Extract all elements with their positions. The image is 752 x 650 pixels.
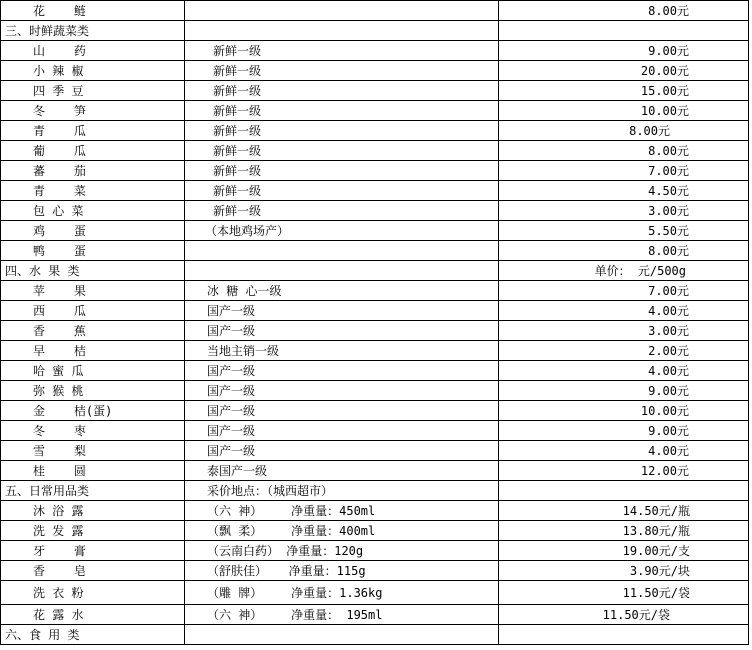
price-cell[interactable]: 7.00元 (499, 281, 749, 301)
table-row (1, 561, 749, 581)
item-name-cell[interactable]: 早 桔 (1, 341, 185, 361)
spec-cell[interactable] (185, 241, 499, 261)
spec-cell[interactable]: 新鲜一级 (185, 141, 499, 161)
table-row (1, 221, 749, 241)
table-row (1, 1, 749, 21)
category-row (1, 481, 749, 501)
table-row (1, 161, 749, 181)
price-cell[interactable]: 11.50元/袋 (499, 605, 749, 625)
price-cell[interactable]: 10.00元 (499, 401, 749, 421)
price-cell[interactable]: 11.50元/袋 (499, 581, 749, 605)
table-row (1, 121, 749, 141)
spec-cell[interactable] (185, 21, 499, 41)
category-name-cell[interactable]: 四、水 果 类 (1, 261, 185, 281)
item-name-cell[interactable]: 蕃 茄 (1, 161, 185, 181)
table-row (1, 281, 749, 301)
spec-cell[interactable]: 泰国产一级 (185, 461, 499, 481)
price-cell[interactable] (499, 481, 749, 501)
item-name-cell[interactable]: 牙 膏 (1, 541, 185, 561)
table-row (1, 461, 749, 481)
price-cell[interactable]: 8.00元 (499, 121, 749, 141)
item-name-cell[interactable]: 香 蕉 (1, 321, 185, 341)
item-name-cell[interactable]: 雪 梨 (1, 441, 185, 461)
price-cell[interactable]: 12.00元 (499, 461, 749, 481)
spec-cell[interactable]: 当地主销一级 (185, 341, 499, 361)
spec-cell[interactable]: 新鲜一级 (185, 61, 499, 81)
price-cell[interactable]: 20.00元 (499, 61, 749, 81)
table-row (1, 41, 749, 61)
price-cell[interactable]: 4.50元 (499, 181, 749, 201)
table-row (1, 421, 749, 441)
price-cell[interactable] (499, 625, 749, 645)
item-name-cell[interactable]: 沐 浴 露 (1, 501, 185, 521)
item-name-cell[interactable]: 金 桔(蛋) (1, 401, 185, 421)
price-cell[interactable]: 8.00元 (499, 141, 749, 161)
spec-cell[interactable]: 国产一级 (185, 401, 499, 421)
price-cell[interactable]: 3.90元/块 (499, 561, 749, 581)
table-row (1, 181, 749, 201)
price-cell[interactable]: 3.00元 (499, 201, 749, 221)
price-cell[interactable]: 2.00元 (499, 341, 749, 361)
item-name-cell[interactable]: 花 露 水 (1, 605, 185, 625)
item-name-cell[interactable]: 冬 枣 (1, 421, 185, 441)
table-row (1, 581, 749, 605)
price-cell[interactable]: 4.00元 (499, 441, 749, 461)
spec-cell[interactable] (185, 261, 499, 281)
table-row (1, 361, 749, 381)
item-name-cell[interactable]: 包 心 菜 (1, 201, 185, 221)
item-name-cell[interactable]: 西 瓜 (1, 301, 185, 321)
spec-cell[interactable] (185, 625, 499, 645)
table-row (1, 521, 749, 541)
spec-cell[interactable]: 国产一级 (185, 381, 499, 401)
price-cell[interactable]: 4.00元 (499, 361, 749, 381)
spec-cell[interactable]: （飘 柔） 净重量：400ml (185, 521, 499, 541)
category-row (1, 21, 749, 41)
table-row (1, 61, 749, 81)
item-name-cell[interactable]: 四 季 豆 (1, 81, 185, 101)
spec-cell[interactable]: 新鲜一级 (185, 121, 499, 141)
spec-cell[interactable]: （六 神） 净重量： 195ml (185, 605, 499, 625)
item-name-cell[interactable]: 弥 猴 桃 (1, 381, 185, 401)
table-row (1, 401, 749, 421)
table-row (1, 81, 749, 101)
item-name-cell[interactable]: 小 辣 椒 (1, 61, 185, 81)
table-row (1, 381, 749, 401)
table-row (1, 605, 749, 625)
category-row (1, 625, 749, 645)
price-cell[interactable]: 9.00元 (499, 41, 749, 61)
price-cell[interactable]: 4.00元 (499, 301, 749, 321)
item-name-cell[interactable]: 花 鲢 (1, 1, 185, 21)
price-cell[interactable]: 8.00元 (499, 1, 749, 21)
table-row (1, 541, 749, 561)
item-name-cell[interactable]: 冬 笋 (1, 101, 185, 121)
spec-cell[interactable]: 国产一级 (185, 321, 499, 341)
spec-cell[interactable]: 新鲜一级 (185, 101, 499, 121)
price-cell[interactable] (499, 21, 749, 41)
spec-cell[interactable]: 新鲜一级 (185, 41, 499, 61)
category-name-cell[interactable]: 三、时鲜蔬菜类 (1, 21, 185, 41)
spec-cell[interactable]: 新鲜一级 (185, 181, 499, 201)
item-name-cell[interactable]: 苹 果 (1, 281, 185, 301)
spec-cell[interactable]: 国产一级 (185, 301, 499, 321)
table-row (1, 341, 749, 361)
item-name-cell[interactable]: 青 瓜 (1, 121, 185, 141)
item-name-cell[interactable]: 洗 发 露 (1, 521, 185, 541)
table-row (1, 501, 749, 521)
price-cell[interactable]: 14.50元/瓶 (499, 501, 749, 521)
spec-cell[interactable]: 国产一级 (185, 421, 499, 441)
category-row (1, 261, 749, 281)
spec-cell[interactable]: 国产一级 (185, 441, 499, 461)
spec-cell[interactable]: 国产一级 (185, 361, 499, 381)
table-row (1, 321, 749, 341)
price-cell[interactable]: 19.00元/支 (499, 541, 749, 561)
spec-cell[interactable]: （雕 牌） 净重量：1.36kg (185, 581, 499, 605)
price-cell[interactable]: 3.00元 (499, 321, 749, 341)
table-row (1, 101, 749, 121)
spec-cell[interactable]: 新鲜一级 (185, 161, 499, 181)
table-row (1, 241, 749, 261)
item-name-cell[interactable]: 桂 圆 (1, 461, 185, 481)
price-cell[interactable]: 10.00元 (499, 101, 749, 121)
price-cell[interactable]: 15.00元 (499, 81, 749, 101)
spec-cell[interactable]: 冰 糖 心一级 (185, 281, 499, 301)
item-name-cell[interactable]: 洗 衣 粉 (1, 581, 185, 605)
price-cell[interactable]: 9.00元 (499, 421, 749, 441)
item-name-cell[interactable]: 葡 瓜 (1, 141, 185, 161)
price-cell[interactable]: 9.00元 (499, 381, 749, 401)
purchase-location-cell[interactable]: 采价地点：（城西超市） (185, 481, 499, 501)
table-row (1, 301, 749, 321)
price-cell[interactable]: 8.00元 (499, 241, 749, 261)
table-row (1, 141, 749, 161)
spec-cell[interactable]: （云南白药） 净重量：120g (185, 541, 499, 561)
table-row (1, 201, 749, 221)
price-cell[interactable]: 13.80元/瓶 (499, 521, 749, 541)
spec-cell[interactable]: （六 神） 净重量：450ml (185, 501, 499, 521)
table-row (1, 441, 749, 461)
spec-cell[interactable] (185, 1, 499, 21)
item-name-cell[interactable]: 鸡 蛋 (1, 221, 185, 241)
category-name-cell[interactable]: 六、食 用 类 (1, 625, 185, 645)
item-name-cell[interactable]: 哈 蜜 瓜 (1, 361, 185, 381)
spec-cell[interactable]: （舒肤佳） 净重量：115g (185, 561, 499, 581)
spec-cell[interactable]: 新鲜一级 (185, 201, 499, 221)
item-name-cell[interactable]: 鸭 蛋 (1, 241, 185, 261)
item-name-cell[interactable]: 香 皂 (1, 561, 185, 581)
category-name-cell[interactable]: 五、日常用品类 (1, 481, 185, 501)
spec-cell[interactable]: （本地鸡场产） (185, 221, 499, 241)
unit-price-header-cell[interactable]: 单价： 元/500g (499, 261, 749, 281)
price-cell[interactable]: 5.50元 (499, 221, 749, 241)
item-name-cell[interactable]: 山 药 (1, 41, 185, 61)
item-name-cell[interactable]: 青 菜 (1, 181, 185, 201)
spec-cell[interactable]: 新鲜一级 (185, 81, 499, 101)
price-cell[interactable]: 7.00元 (499, 161, 749, 181)
